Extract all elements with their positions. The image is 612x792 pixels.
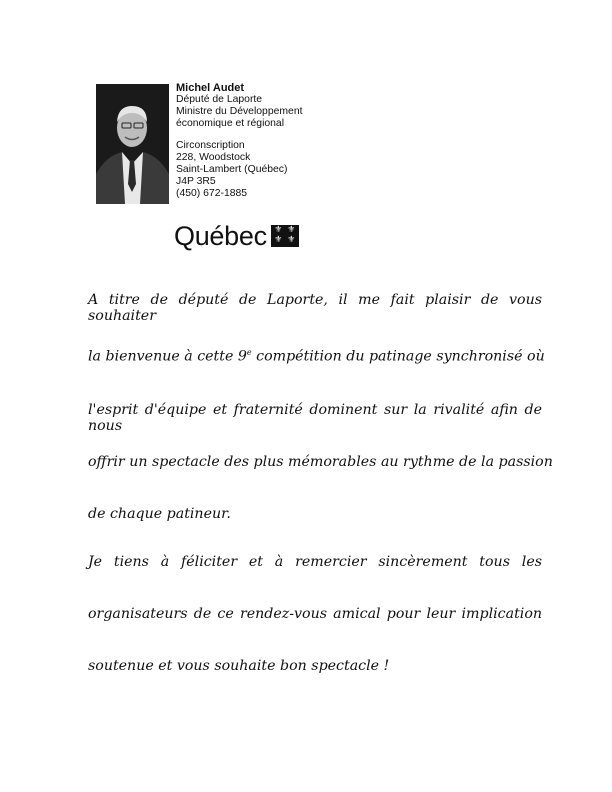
- portrait-illustration: [96, 84, 169, 204]
- message-line-8: soutenue et vous souhaite bon spectacle !: [88, 658, 390, 674]
- fleurdelise-flag-icon: [271, 225, 299, 247]
- contact-title-line-1: Député de Laporte: [176, 94, 263, 105]
- office-street: 228, Woodstock: [176, 152, 251, 163]
- contact-title-line-2: Ministre du Développement: [176, 106, 303, 117]
- contact-title-line-3: économique et régional: [176, 118, 285, 129]
- message-line-3: l'esprit d'équipe et fraternité dominent sur la rivalité afin de nous: [88, 402, 542, 434]
- portrait-photo: [96, 84, 169, 204]
- office-city: Saint-Lambert (Québec): [176, 164, 288, 175]
- quebec-wordmark: Québec: [174, 220, 267, 251]
- office-phone: (450) 672-1885: [176, 188, 248, 199]
- message-line-4: offrir un spectacle des plus mémorables au rythme de la passion: [88, 454, 553, 470]
- office-label: Circonscription: [176, 140, 245, 151]
- contact-block: [176, 82, 302, 200]
- quebec-logo: [174, 220, 299, 252]
- contact-name: Michel Audet: [176, 82, 245, 94]
- message-line-5: de chaque patineur.: [88, 506, 231, 522]
- message-line-6: Je tiens à féliciter et à remercier sincèrement tous les: [88, 554, 542, 570]
- message-line-2: la bienvenue à cette 9e compétition du patinage synchronisé où: [88, 348, 545, 365]
- office-postal-code: J4P 3R5: [176, 176, 216, 187]
- message-line-1: A titre de député de Laporte, il me fait plaisir de vous souhaiter: [88, 292, 542, 324]
- message-line-7: organisateurs de ce rendez-vous amical pour leur implication: [88, 606, 542, 622]
